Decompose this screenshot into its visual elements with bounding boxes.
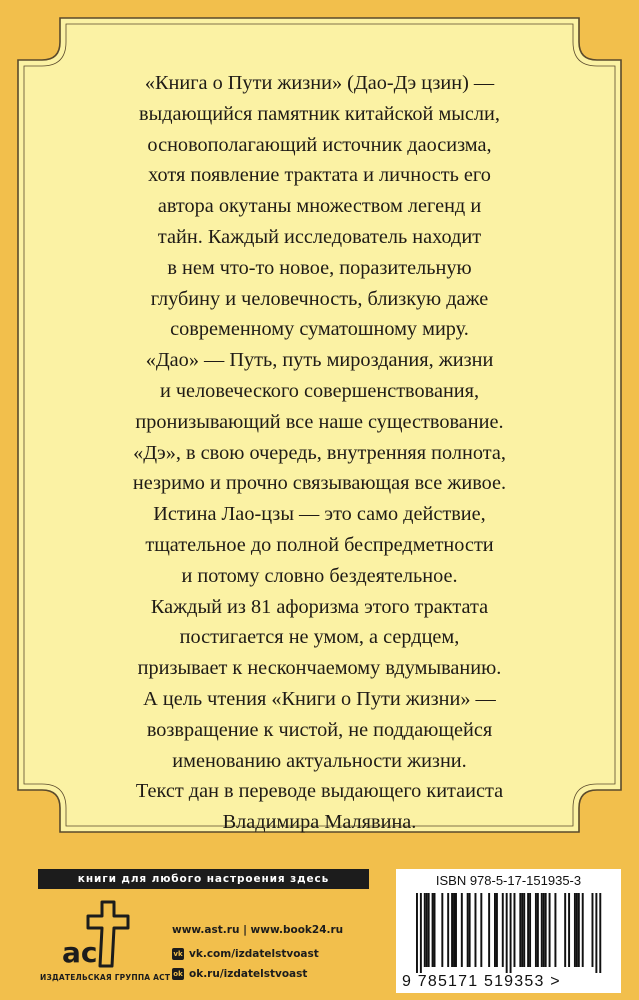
barcode-bar <box>592 893 594 967</box>
description-line: тайн. Каждый исследователь находит <box>157 225 482 248</box>
description-line: «Дэ», в свою очередь, внутренняя полнота, <box>133 441 506 464</box>
barcode-bar <box>523 893 525 967</box>
barcode-box <box>396 869 621 993</box>
ast-logo-icon <box>40 896 150 974</box>
isbn-label: ISBN 978-5-17-151935-3 <box>435 873 582 888</box>
description-line: именованию актуальности жизни. <box>172 749 467 772</box>
barcode-bar <box>441 893 443 967</box>
barcode-bar <box>582 893 584 967</box>
barcode-bar <box>545 893 547 967</box>
barcode-bar <box>424 893 426 967</box>
description-paragraph <box>65 592 574 684</box>
slogan-bar <box>38 869 369 889</box>
barcode-bar <box>554 893 556 967</box>
description-line: хотя появление трактата и личность его <box>148 164 491 187</box>
barcode-bar <box>595 893 597 973</box>
barcode-bar <box>467 893 469 967</box>
barcode-bar <box>420 893 422 973</box>
barcode-bar <box>527 893 529 967</box>
book-description <box>65 68 574 838</box>
publisher-group-label: ИЗДАТЕЛЬСКАЯ ГРУППА АСТ <box>40 973 171 982</box>
barcode-bar <box>475 893 477 967</box>
barcode-bar <box>506 893 508 973</box>
description-paragraph <box>65 776 574 838</box>
barcode-digits: 9 785171 519353 > <box>402 973 561 990</box>
barcode-bar <box>519 893 521 967</box>
barcode-bar <box>535 893 537 967</box>
barcode-bar <box>599 893 601 973</box>
barcode-bar <box>434 893 436 967</box>
barcode-bar <box>426 893 428 967</box>
barcode-bar <box>568 893 570 967</box>
barcode-bar <box>496 893 498 967</box>
barcode-bar <box>574 893 576 967</box>
logo-letters: ac <box>62 936 98 969</box>
description-line: Истина Лао-цзы — это само действие, <box>153 503 486 526</box>
description-line: пронизывающий все наше существование. <box>135 410 504 433</box>
description-paragraph <box>65 438 574 500</box>
description-line: выдающийся памятник китайской мысли, <box>139 102 500 125</box>
social-link-vk <box>172 946 319 962</box>
description-line: «Дао» — Путь, путь мироздания, жизни <box>145 349 494 372</box>
description-line: «Книга о Пути жизни» (Дао-Дэ цзин) — <box>144 72 495 94</box>
description-paragraph <box>65 684 574 776</box>
description-line: возвращение к чистой, не поддающейся <box>146 718 493 741</box>
barcode-bar <box>451 893 453 967</box>
social-link-ok <box>172 966 307 982</box>
barcode-bar <box>453 893 455 967</box>
barcode-bar <box>447 893 449 967</box>
description-line: А цель чтения «Книги о Пути жизни» — <box>143 687 496 710</box>
barcode-bar <box>469 893 471 967</box>
barcode-bar <box>564 893 566 967</box>
barcode-bar <box>494 893 496 967</box>
ok-icon: ok <box>173 970 183 978</box>
description-paragraph <box>65 68 574 345</box>
description-line: автора окутаны множеством легенд и <box>157 195 482 218</box>
barcode-bar <box>428 893 430 967</box>
barcode-bar <box>455 893 457 967</box>
barcode-bar <box>543 893 545 967</box>
description-line: основополагающий источник даосизма, <box>147 133 492 156</box>
description-line: глубину и человечность, близкую даже <box>150 287 489 310</box>
barcode-bar <box>576 893 578 967</box>
description-line: Текст дан в переводе выдающего китаиста <box>135 780 504 803</box>
description-line: и потому словно бездеятельное. <box>181 564 458 587</box>
barcode-bar <box>521 893 523 967</box>
description-line: призывает к нескончаемому вдумыванию. <box>137 657 502 680</box>
barcode-bar <box>510 893 512 973</box>
publisher-logo <box>40 896 171 996</box>
slogan-text: книги для любого настроения здесь <box>77 873 330 885</box>
publisher-sites: www.ast.ru | www.book24.ru <box>172 924 344 936</box>
barcode-bar <box>488 893 490 967</box>
description-line: в нем что-то новое, поразительную <box>167 256 472 279</box>
social-link-text: vk.com/izdatelstvoast <box>189 948 319 960</box>
vk-icon: vk <box>173 950 183 958</box>
barcode-bar <box>578 893 580 967</box>
barcode-bar <box>549 893 551 967</box>
description-line: Каждый из 81 афоризма этого трактата <box>150 595 489 618</box>
social-link-text: ok.ru/izdatelstvoast <box>189 968 308 980</box>
description-line: незримо и прочно связывающая все живое. <box>132 472 507 495</box>
barcode-bar <box>416 893 418 973</box>
description-line: тщательное до полной беспредметности <box>145 533 494 556</box>
barcode-bar <box>529 893 531 967</box>
description-paragraph <box>65 499 574 591</box>
description-paragraph <box>65 345 574 437</box>
barcode-bar <box>432 893 434 967</box>
barcode-bar <box>514 893 516 967</box>
barcode-bar <box>541 893 543 967</box>
barcode-bar <box>461 893 463 967</box>
description-line: современному суматошному миру. <box>170 318 469 341</box>
barcode-bar <box>480 893 482 967</box>
description-line: Владимира Малявина. <box>222 811 417 834</box>
barcode-bar <box>537 893 539 967</box>
barcode-bar <box>502 893 504 967</box>
description-line: постигается не умом, а сердцем, <box>179 626 460 649</box>
description-line: и человеческого совершенствования, <box>159 379 480 402</box>
